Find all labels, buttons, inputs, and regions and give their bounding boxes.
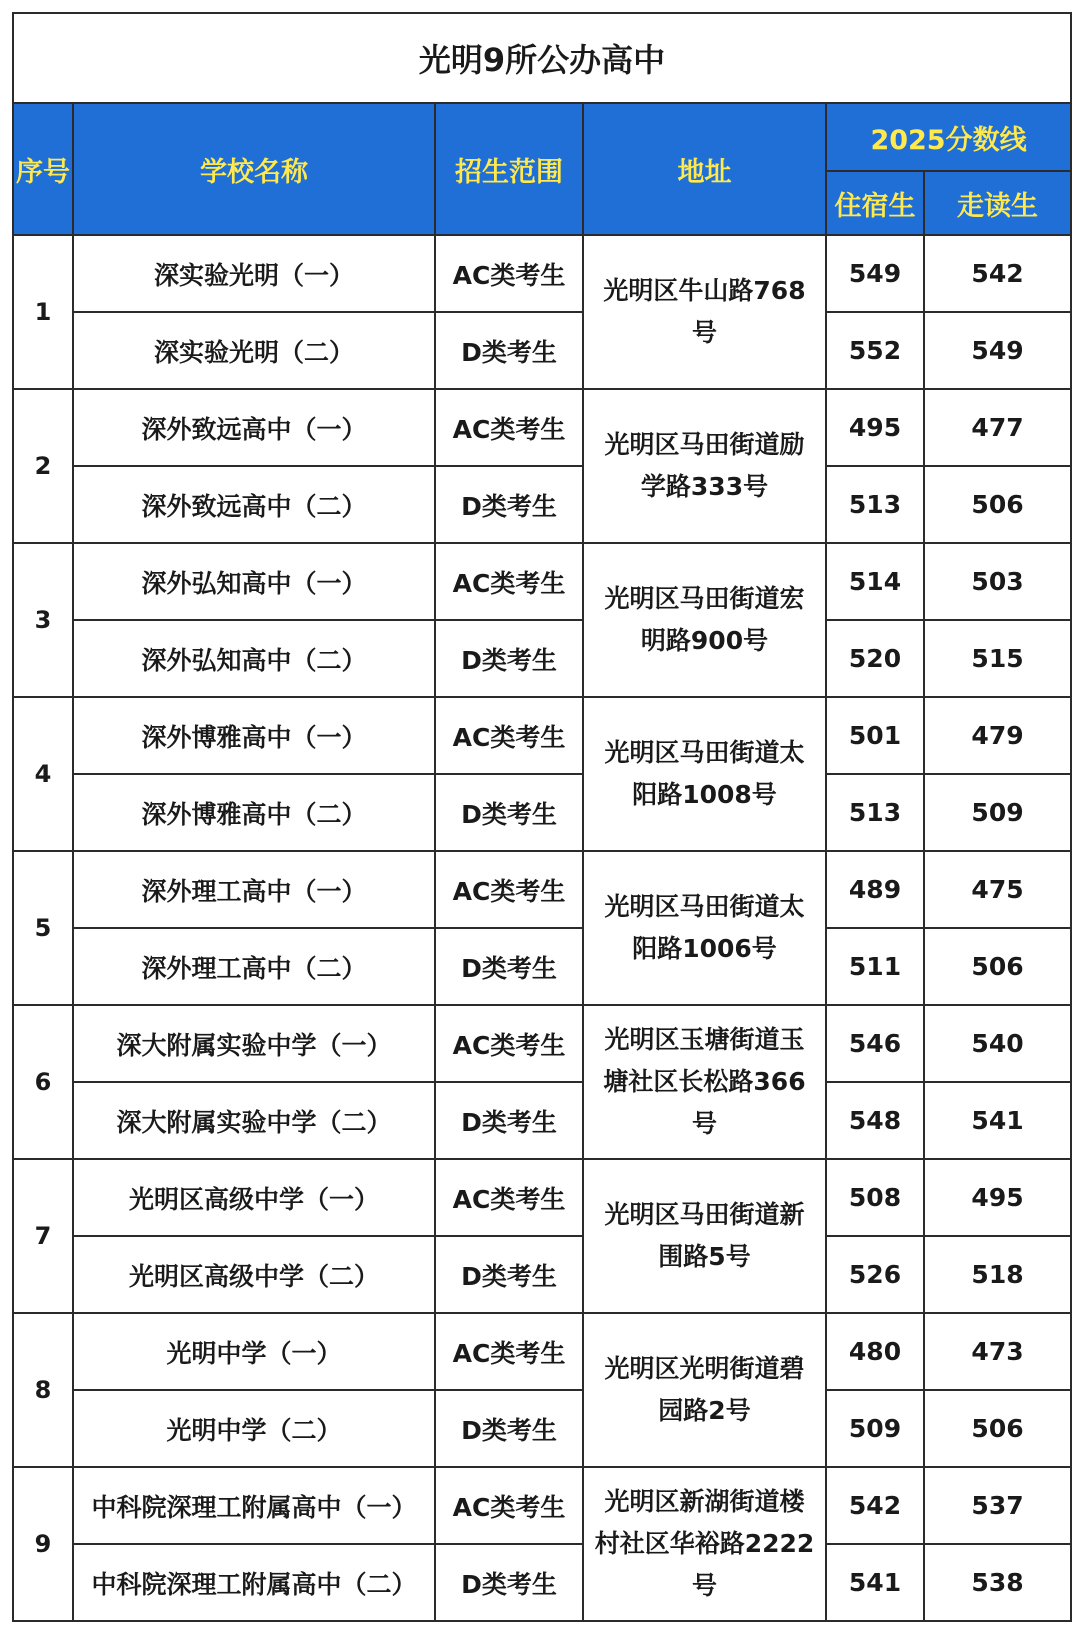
address-cell: 光明区新湖街道楼村社区华裕路2222号 — [583, 1467, 826, 1621]
school-cell: 深外博雅高中（一） — [73, 697, 435, 774]
address-cell: 光明区玉塘街道玉塘社区长松路366号 — [583, 1005, 826, 1159]
scope-cell: AC类考生 — [435, 235, 583, 312]
school-cell: 深实验光明（二） — [73, 312, 435, 389]
day-score: 477 — [924, 389, 1071, 466]
seq-cell: 9 — [13, 1467, 73, 1621]
seq-cell: 3 — [13, 543, 73, 697]
school-cell: 深大附属实验中学（二） — [73, 1082, 435, 1159]
school-cell: 深外弘知高中（二） — [73, 620, 435, 697]
school-cell: 光明中学（一） — [73, 1313, 435, 1390]
address-cell: 光明区马田街道宏明路900号 — [583, 543, 826, 697]
boarding-score: 552 — [826, 312, 924, 389]
header-seq: 序号 — [13, 103, 73, 235]
table-row — [13, 1467, 1071, 1544]
scope-cell: AC类考生 — [435, 697, 583, 774]
school-score-table — [12, 12, 1072, 1622]
boarding-score: 549 — [826, 235, 924, 312]
table-row — [13, 1544, 1071, 1621]
boarding-score: 509 — [826, 1390, 924, 1467]
scope-cell: D类考生 — [435, 620, 583, 697]
school-cell: 光明区高级中学（一） — [73, 1159, 435, 1236]
header-day: 走读生 — [924, 171, 1071, 235]
school-cell: 中科院深理工附属高中（一） — [73, 1467, 435, 1544]
boarding-score: 501 — [826, 697, 924, 774]
scope-cell: D类考生 — [435, 1082, 583, 1159]
day-score: 541 — [924, 1082, 1071, 1159]
score-sheet — [12, 12, 1070, 1630]
table-title: 光明9所公办高中 — [13, 13, 1071, 103]
seq-cell: 8 — [13, 1313, 73, 1467]
table-row — [13, 620, 1071, 697]
school-cell: 光明中学（二） — [73, 1390, 435, 1467]
day-score: 475 — [924, 851, 1071, 928]
table-row — [13, 774, 1071, 851]
school-cell: 深外弘知高中（一） — [73, 543, 435, 620]
table-body — [13, 235, 1071, 1621]
table-row — [13, 1082, 1071, 1159]
scope-cell: D类考生 — [435, 312, 583, 389]
boarding-score: 514 — [826, 543, 924, 620]
school-cell: 深实验光明（一） — [73, 235, 435, 312]
boarding-score: 520 — [826, 620, 924, 697]
boarding-score: 495 — [826, 389, 924, 466]
school-cell: 深外理工高中（二） — [73, 928, 435, 1005]
table-row — [13, 543, 1071, 620]
school-cell: 深大附属实验中学（一） — [73, 1005, 435, 1082]
boarding-score: 548 — [826, 1082, 924, 1159]
school-cell: 深外理工高中（一） — [73, 851, 435, 928]
scope-cell: AC类考生 — [435, 1313, 583, 1390]
day-score: 503 — [924, 543, 1071, 620]
school-cell: 深外致远高中（一） — [73, 389, 435, 466]
address-cell: 光明区牛山路768号 — [583, 235, 826, 389]
day-score: 506 — [924, 1390, 1071, 1467]
address-cell: 光明区马田街道太阳路1006号 — [583, 851, 826, 1005]
school-cell: 中科院深理工附属高中（二） — [73, 1544, 435, 1621]
school-cell: 深外博雅高中（二） — [73, 774, 435, 851]
header-score-group: 2025分数线 — [826, 103, 1071, 171]
seq-cell: 5 — [13, 851, 73, 1005]
header-boarding: 住宿生 — [826, 171, 924, 235]
day-score: 542 — [924, 235, 1071, 312]
day-score: 479 — [924, 697, 1071, 774]
address-cell: 光明区马田街道太阳路1008号 — [583, 697, 826, 851]
day-score: 509 — [924, 774, 1071, 851]
scope-cell: AC类考生 — [435, 1467, 583, 1544]
header-scope: 招生范围 — [435, 103, 583, 235]
address-cell: 光明区光明街道碧园路2号 — [583, 1313, 826, 1467]
header-school: 学校名称 — [73, 103, 435, 235]
scope-cell: AC类考生 — [435, 543, 583, 620]
scope-cell: AC类考生 — [435, 1159, 583, 1236]
table-row — [13, 235, 1071, 312]
table-row — [13, 389, 1071, 466]
boarding-score: 508 — [826, 1159, 924, 1236]
day-score: 537 — [924, 1467, 1071, 1544]
school-cell: 深外致远高中（二） — [73, 466, 435, 543]
seq-cell: 7 — [13, 1159, 73, 1313]
table-row — [13, 466, 1071, 543]
scope-cell: D类考生 — [435, 1236, 583, 1313]
address-cell: 光明区马田街道励学路333号 — [583, 389, 826, 543]
seq-cell: 2 — [13, 389, 73, 543]
scope-cell: AC类考生 — [435, 851, 583, 928]
boarding-score: 480 — [826, 1313, 924, 1390]
seq-cell: 6 — [13, 1005, 73, 1159]
seq-cell: 4 — [13, 697, 73, 851]
scope-cell: D类考生 — [435, 1390, 583, 1467]
day-score: 506 — [924, 928, 1071, 1005]
table-row — [13, 1390, 1071, 1467]
table-row — [13, 1236, 1071, 1313]
seq-cell: 1 — [13, 235, 73, 389]
day-score: 538 — [924, 1544, 1071, 1621]
header-address: 地址 — [583, 103, 826, 235]
table-row — [13, 697, 1071, 774]
table-row — [13, 1005, 1071, 1082]
boarding-score: 526 — [826, 1236, 924, 1313]
scope-cell: D类考生 — [435, 466, 583, 543]
scope-cell: D类考生 — [435, 1544, 583, 1621]
boarding-score: 489 — [826, 851, 924, 928]
scope-cell: AC类考生 — [435, 1005, 583, 1082]
boarding-score: 542 — [826, 1467, 924, 1544]
day-score: 506 — [924, 466, 1071, 543]
boarding-score: 541 — [826, 1544, 924, 1621]
scope-cell: D类考生 — [435, 928, 583, 1005]
boarding-score: 513 — [826, 774, 924, 851]
scope-cell: D类考生 — [435, 774, 583, 851]
boarding-score: 513 — [826, 466, 924, 543]
day-score: 549 — [924, 312, 1071, 389]
table-row — [13, 1159, 1071, 1236]
boarding-score: 511 — [826, 928, 924, 1005]
table-row — [13, 312, 1071, 389]
day-score: 495 — [924, 1159, 1071, 1236]
day-score: 473 — [924, 1313, 1071, 1390]
day-score: 515 — [924, 620, 1071, 697]
day-score: 518 — [924, 1236, 1071, 1313]
boarding-score: 546 — [826, 1005, 924, 1082]
day-score: 540 — [924, 1005, 1071, 1082]
table-row — [13, 1313, 1071, 1390]
school-cell: 光明区高级中学（二） — [73, 1236, 435, 1313]
scope-cell: AC类考生 — [435, 389, 583, 466]
table-row — [13, 928, 1071, 1005]
address-cell: 光明区马田街道新围路5号 — [583, 1159, 826, 1313]
table-row — [13, 851, 1071, 928]
